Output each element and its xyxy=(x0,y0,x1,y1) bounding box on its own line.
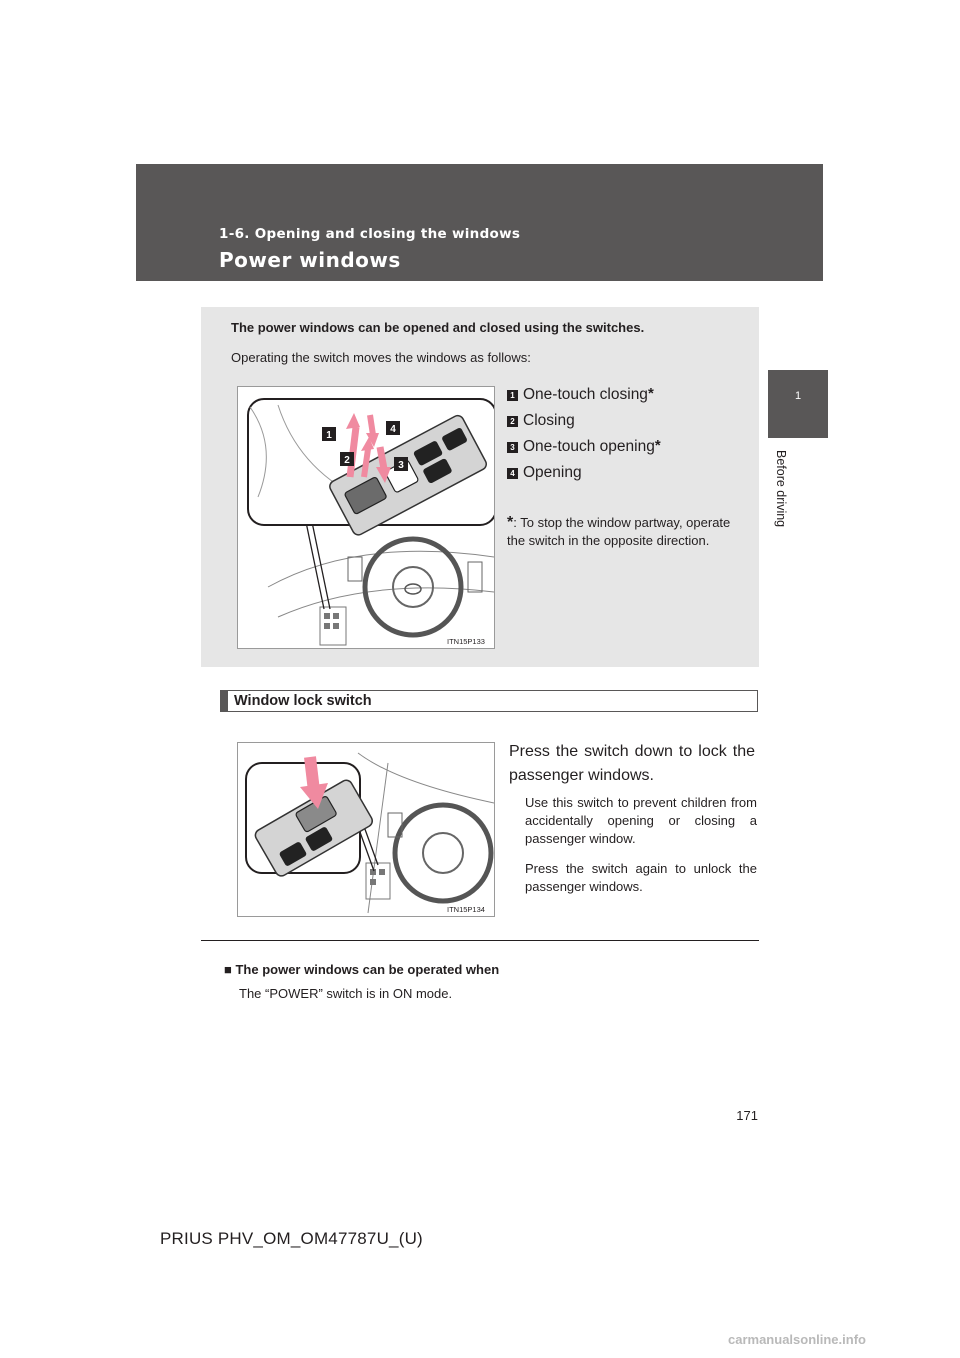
figure-code: ITN15P134 xyxy=(447,905,485,914)
step-number: 2 xyxy=(507,416,518,427)
page-number: 171 xyxy=(736,1108,758,1123)
asterisk-mark: * xyxy=(647,384,654,402)
step-item xyxy=(507,460,747,486)
asterisk-mark: * xyxy=(654,436,661,454)
lock-switch-drawing xyxy=(238,743,494,916)
step-list xyxy=(507,382,747,486)
footnote-mark: * xyxy=(507,514,514,531)
lock-switch-illustration xyxy=(237,742,495,917)
callout-2: 2 xyxy=(344,455,350,466)
intro-lead: The power windows can be opened and closed using the switches. xyxy=(231,320,645,335)
step-label: Closing xyxy=(523,412,575,429)
note-heading xyxy=(224,962,499,977)
figure-code: ITN15P133 xyxy=(447,637,485,646)
section-label: 1-6. Opening and closing the windows xyxy=(219,226,521,242)
chapter-tab xyxy=(768,370,828,438)
chapter-label: Before driving xyxy=(774,450,788,528)
watermark: carmanualsonline.info xyxy=(728,1332,866,1347)
step-item xyxy=(507,434,747,460)
lock-instruction: Press the switch down to lock the passenger windows. xyxy=(509,743,755,784)
page-title: Power windows xyxy=(219,248,401,272)
bullet-square-icon: ■ xyxy=(224,962,232,977)
step-number: 4 xyxy=(507,468,518,479)
intro-text: Operating the switch moves the windows as follows: xyxy=(231,350,531,365)
callout-3: 3 xyxy=(398,460,404,471)
manual-id: PRIUS PHV_OM_OM47787U_(U) xyxy=(160,1229,423,1248)
note-heading-text: The power windows can be operated when xyxy=(235,962,500,977)
step-item xyxy=(507,408,747,434)
window-switch-illustration xyxy=(237,386,495,649)
footnote xyxy=(507,514,747,550)
step-number: 3 xyxy=(507,442,518,453)
step-item xyxy=(507,382,747,408)
step-number: 1 xyxy=(507,390,518,401)
section-heading: Window lock switch xyxy=(220,690,758,712)
step-label: One-touch closing xyxy=(523,386,648,403)
step-label: One-touch opening xyxy=(523,438,655,455)
lock-note: Press the switch again to unlock the passenger windows. xyxy=(525,861,757,894)
door-switch-drawing xyxy=(238,387,494,648)
step-label: Opening xyxy=(523,464,582,481)
lock-note: Use this switch to prevent children from accidentally opening or closing a passenger window. xyxy=(525,795,757,846)
note-text: The “POWER” switch is in ON mode. xyxy=(239,986,453,1001)
footnote-text: : To stop the window partway, operate the switch in the opposite direction. xyxy=(507,515,731,548)
chapter-number: 1 xyxy=(794,390,802,402)
callout-4: 4 xyxy=(390,424,396,435)
divider xyxy=(201,940,759,941)
callout-1: 1 xyxy=(326,430,332,441)
